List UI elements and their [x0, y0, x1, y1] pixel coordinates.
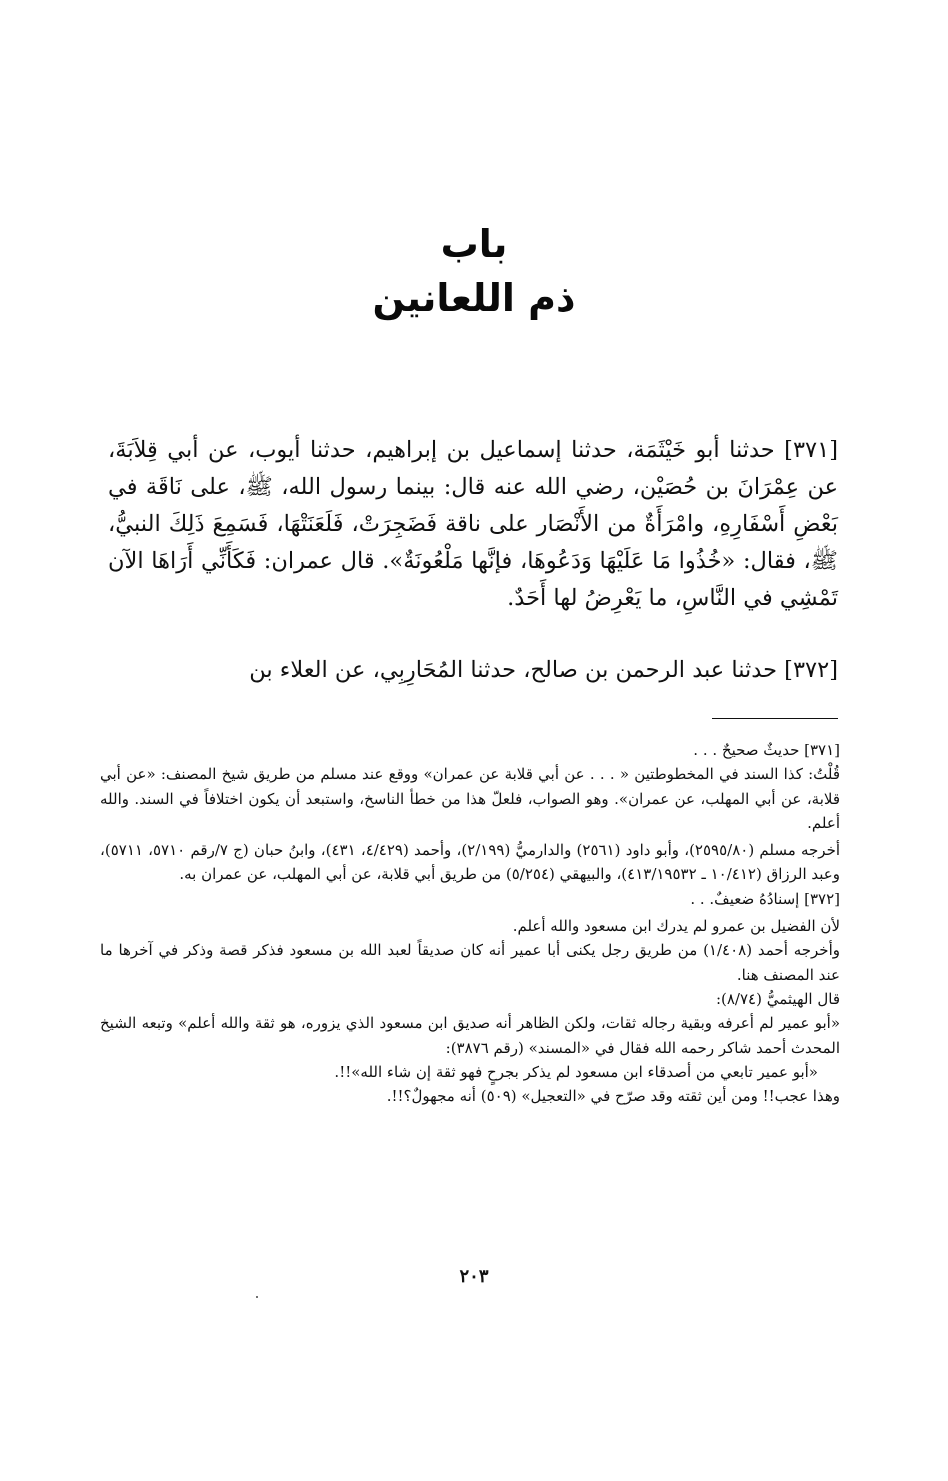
footnotes: [100, 738, 840, 1108]
hadith-371-text: [108, 432, 838, 617]
scan-speck: [256, 1296, 258, 1298]
footnote-line: أخرجه مسلم (٢٥٩٥/٨٠)، وأبو داود (٢٥٦١) والدارميُّ (٢/١٩٩)، وأحمد (٤/٤٢٩، ٤٣١)، وابنُ حبان (ج ٧/رقم ٥٧١٠، ٥٧١١)، وعبد الرزاق (١٠/٤١٢ ـ ٤١٣/١٩٥٣٢)، والبيهقي (٥/٢٥٤) من طريق أبي قلابة، عن أبي المهلب، عن عمران به.: [100, 841, 841, 884]
page-number: ٢٠٣: [459, 1266, 489, 1287]
main-paragraph: [٣٧١] حدثنا أبو خَيْثَمَة، حدثنا إسماعيل بن إبراهيم، حدثنا أيوب، عن أبي قِلاَبَةَ، عن عِمْرَانَ بن حُصَيْن، رضي الله عنه قال: بينما رسول الله، ﷺ، على نَاقَة في بَعْضِ أَسْفَارِهِ، وامْرَأَةٌ من الأَنْصَار على ناقة فَضَجِرَتْ، فَلَعَنَتْهَا، فَسَمِعَ ذَلِكَ النبيُّ، ﷺ، فقال: «خُذُوا مَا عَلَيْهَا وَدَعُوهَا، فإنَّها مَلْعُونَةٌ». قال عمران: فَكَأَنِّي أَرَاهَا الآن تَمْشِي في النَّاسِ، ما يَعْرِضُ لها أَحَدٌ.: [108, 437, 838, 611]
chapter-label: باب: [440, 222, 508, 266]
footnote-line: وهذا عجب!! ومن أين ثقته وقد صرّح في «التعجيل» (٥٠٩) أنه مجهولٌ؟!!.: [386, 1087, 840, 1106]
footnote-line: «أبو عمير تابعي من أصدقاء ابن مسعود لم يذكر بجرحٍ فهو ثقة إن شاء الله»!!.: [334, 1062, 818, 1081]
footnote-line: لأن الفضيل بن عمرو لم يدرك ابن مسعود والله أعلم.: [512, 917, 840, 936]
footnote-line: «أبو عمير لم أعرفه وبقية رجاله ثقات، ولكن الظاهر أنه صديق ابن مسعود الذي يزوره، هو ثقة والله أعلم» وتبعه الشيخ المحدث أحمد شاكر رحمه الله فقال في «المسند» (رقم ٣٨٧٦):: [100, 1014, 840, 1057]
footnote-line: قال الهيثميُّ (٨/٧٤):: [715, 989, 840, 1008]
footnote-line: قُلْتُ: كذا السند في المخطوطتين « . . . عن أبي قلابة عن عمران» ووقع عند مسلم من طريق شيخ المصنف: «عن أبي قلابة، عن أبي المهلب، عن عمران». وهو الصواب، فلعلّ هذا من خطأ الناسخ، واستبعد أن يكون اختلافاً في السند. والله أعلم.: [100, 765, 840, 832]
main-paragraph: [٣٧٢] حدثنا عبد الرحمن بن صالح، حدثنا المُحَارِبِي، عن العلاء بن: [249, 657, 838, 683]
footnote-separator: [712, 718, 838, 719]
footnote-line: [٣٧١] حديثٌ صحيحٌ . . .: [693, 741, 840, 759]
hadith-372-text: [108, 652, 838, 689]
footnote-line: [٣٧٢] إسنادُهُ ضعيفٌ. . .: [690, 889, 840, 908]
chapter-title: ذم اللعانين: [372, 276, 576, 320]
footnote-line: وأخرجه أحمد (١/٤٠٨) من طريق رجل يكنى أبا عمير أنه كان صديقاً لعبد الله بن مسعود فذكر قصة وذكر في آخرها ما عند المصنف هنا.: [100, 941, 840, 984]
